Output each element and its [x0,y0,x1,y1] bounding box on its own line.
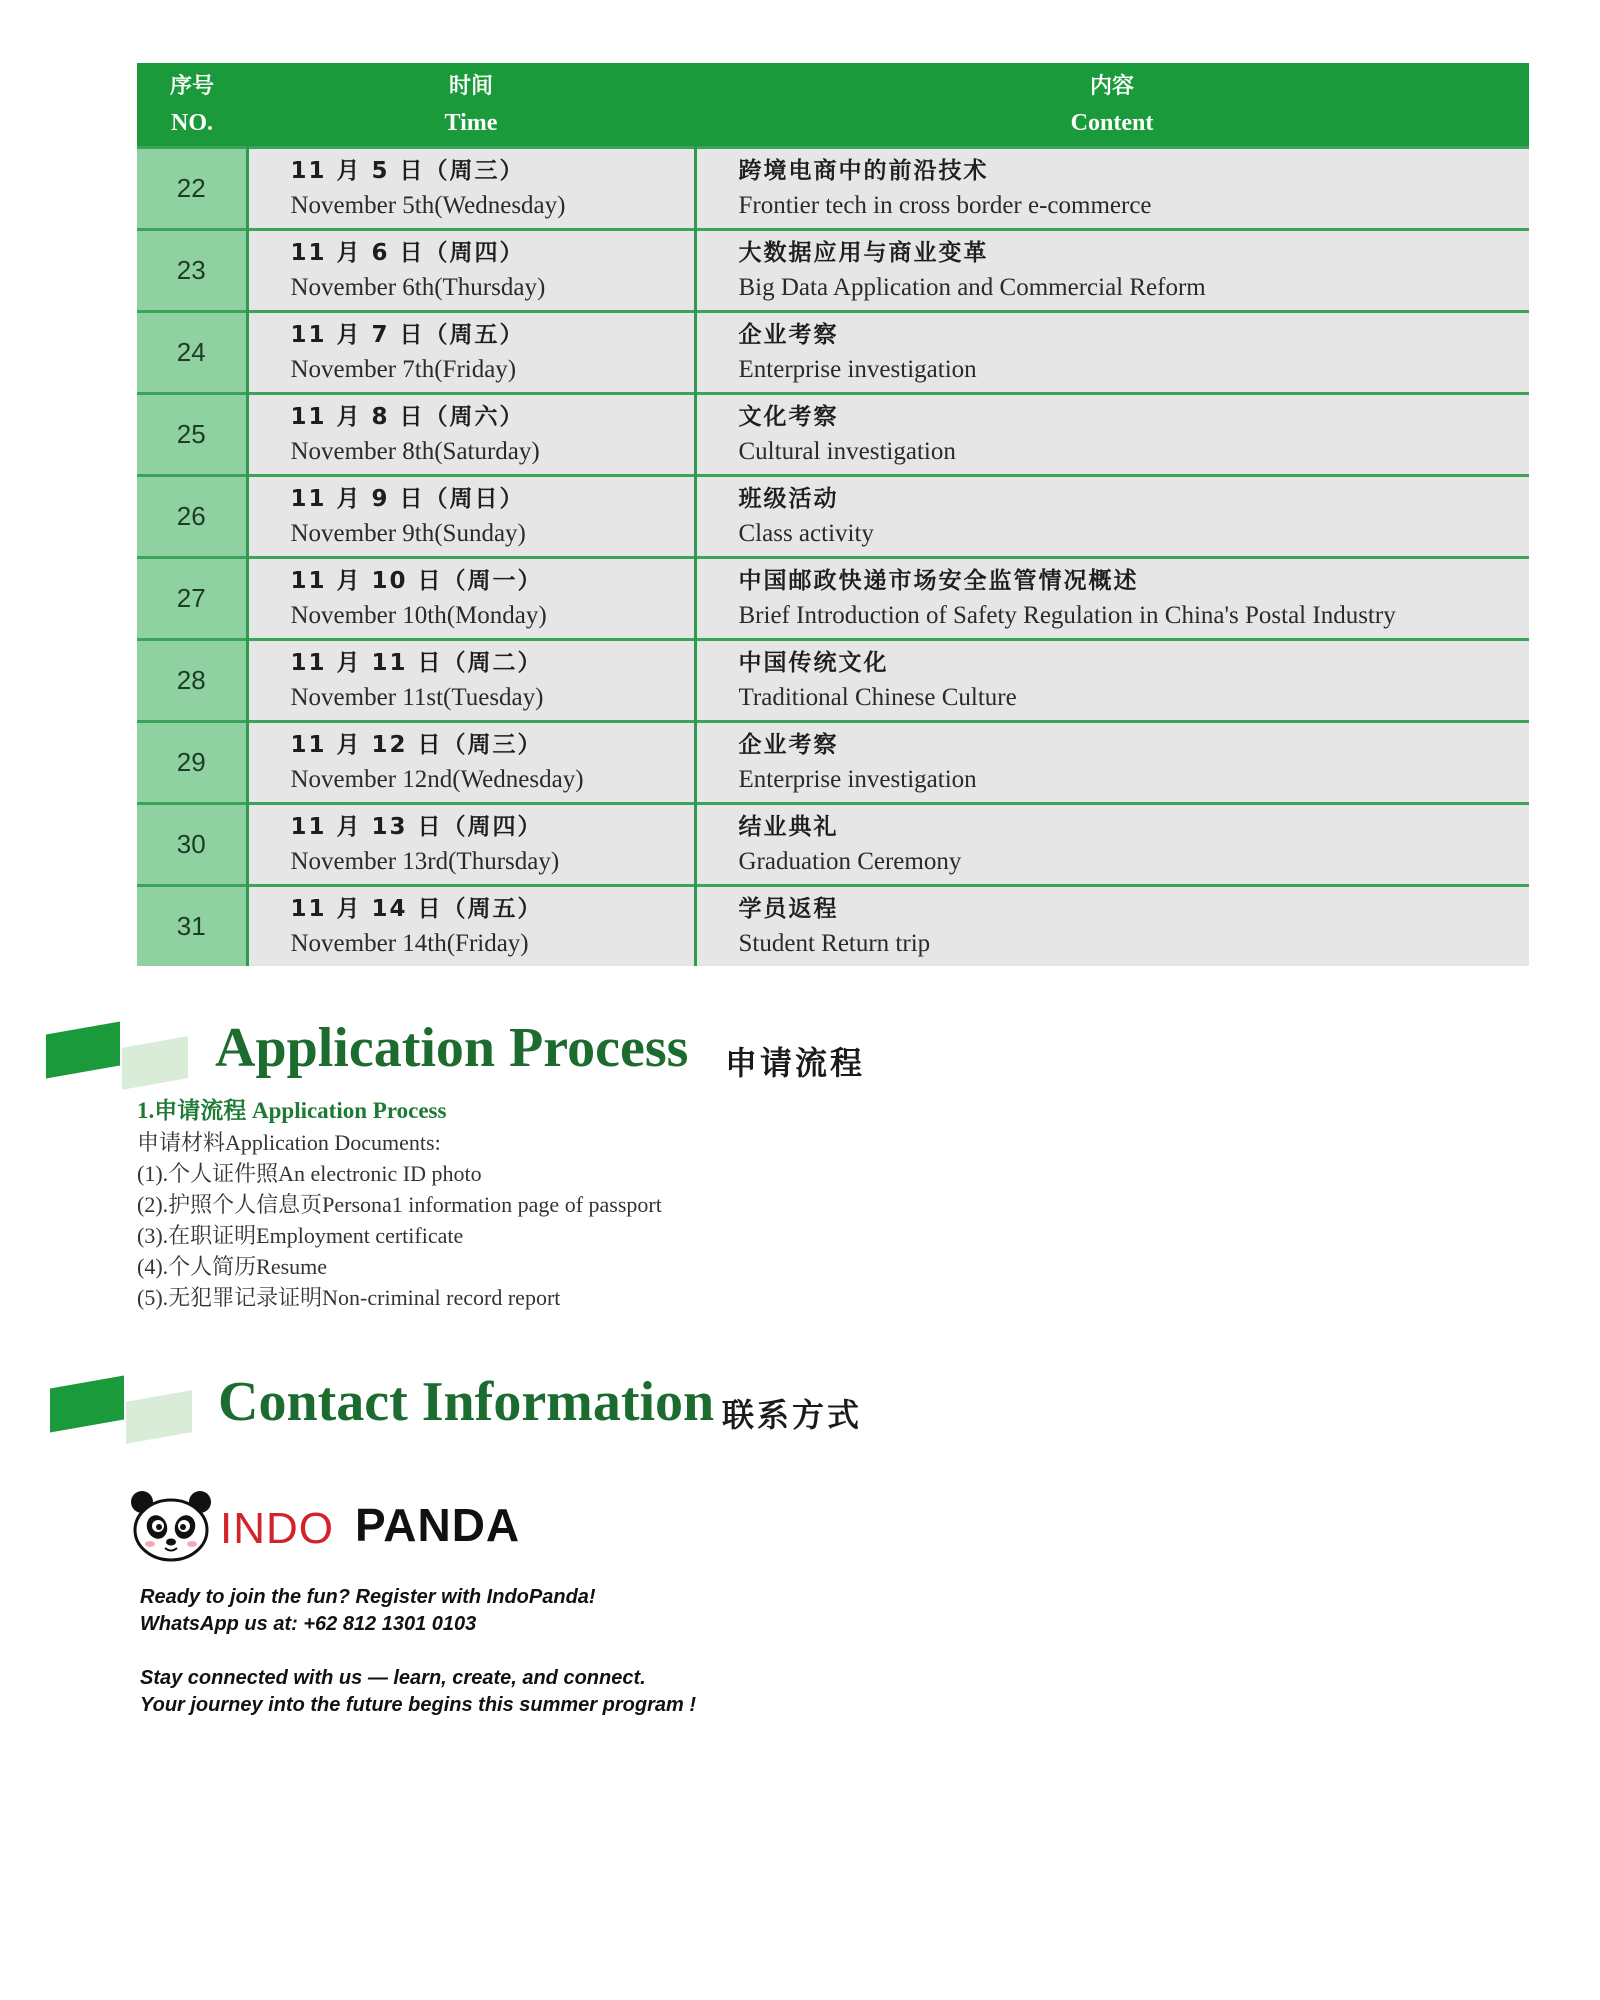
content-zh: 跨境电商中的前沿技术 [738,157,989,184]
row-time [247,230,695,312]
time-en: November 12nd(Wednesday) [290,765,584,793]
ribbon-dark-decoration [46,1021,120,1078]
header-no-en: NO. [171,109,213,136]
application-item: (2).护照个人信息页Persona1 information page of passport [137,1192,662,1217]
content-zh: 学员返程 [738,895,839,922]
time-en: November 9th(Sunday) [290,519,526,547]
row-content [695,640,1529,722]
row-content [695,230,1529,312]
table-row [137,886,1529,967]
row-content [695,394,1529,476]
row-content [695,148,1529,230]
row-time [247,394,695,476]
application-item: 申请材料Application Documents: [137,1130,441,1155]
content-en: Enterprise investigation [738,765,977,793]
contact-line: Your journey into the future begins this summer program ! [140,1694,696,1716]
row-number: 26 [137,476,247,558]
time-zh: 11 月 12 日（周三） [290,731,543,758]
time-en: November 14th(Friday) [290,929,529,957]
content-en: Frontier tech in cross border e-commerce [738,191,1152,219]
content-en: Traditional Chinese Culture [738,683,1017,711]
header-time [247,63,695,148]
row-number: 22 [137,148,247,230]
content-en: Brief Introduction of Safety Regulation in China's Postal Industry [738,601,1396,629]
contact-section-header [0,1368,1000,1448]
ribbon-dark-decoration [50,1375,124,1432]
indopanda-logo [130,1490,530,1562]
header-content-en: Content [1070,109,1154,136]
content-zh: 企业考察 [738,321,839,348]
content-zh: 中国邮政快递市场安全监管情况概述 [738,567,1139,594]
contact-title-zh: 联系方式 [722,1396,863,1434]
row-content [695,558,1529,640]
row-content [695,804,1529,886]
row-time [247,804,695,886]
time-en: November 11st(Tuesday) [290,683,544,711]
application-item: (3).在职证明Employment certificate [137,1223,464,1248]
row-time [247,722,695,804]
row-number: 27 [137,558,247,640]
row-number: 29 [137,722,247,804]
header-content-zh: 内容 [1089,73,1134,99]
table-row [137,722,1529,804]
row-time [247,886,695,967]
schedule-table [137,63,1529,966]
row-number: 30 [137,804,247,886]
application-title-zh: 申请流程 [725,1044,866,1082]
row-time [247,312,695,394]
application-details [137,1095,1037,1313]
header-no [137,63,247,148]
table-row [137,312,1529,394]
contact-line: Ready to join the fun? Register with IndoPanda! [140,1586,596,1608]
time-en: November 10th(Monday) [290,601,547,629]
time-zh: 11 月 7 日（周五） [290,321,525,348]
time-zh: 11 月 6 日（周四） [290,239,525,266]
table-row [137,640,1529,722]
time-zh: 11 月 14 日（周五） [290,895,543,922]
row-time [247,640,695,722]
content-en: Big Data Application and Commercial Reform [738,273,1206,301]
content-en: Graduation Ceremony [738,847,962,875]
time-zh: 11 月 8 日（周六） [290,403,525,430]
row-number: 31 [137,886,247,967]
row-number: 25 [137,394,247,476]
row-content [695,886,1529,967]
header-time-en: Time [444,109,498,136]
contact-title: Contact Information [218,1371,715,1433]
application-item: (5).无犯罪记录证明Non-criminal record report [137,1285,561,1310]
table-row [137,804,1529,886]
table-row [137,230,1529,312]
row-content [695,722,1529,804]
application-item: (4).个人简历Resume [137,1254,328,1279]
table-row [137,476,1529,558]
contact-details [140,1584,1040,1719]
time-en: November 8th(Saturday) [290,437,540,465]
time-zh: 11 月 9 日（周日） [290,485,525,512]
row-number: 28 [137,640,247,722]
content-zh: 结业典礼 [738,813,839,840]
contact-line: Stay connected with us — learn, create, and connect. [140,1667,646,1689]
content-en: Student Return trip [738,929,931,957]
row-number: 23 [137,230,247,312]
panda-icon [130,1490,212,1562]
time-zh: 11 月 10 日（周一） [290,567,543,594]
header-no-zh: 序号 [169,73,214,99]
row-content [695,476,1529,558]
time-en: November 7th(Friday) [290,355,517,383]
application-title: Application Process [215,1017,689,1079]
row-time [247,148,695,230]
time-zh: 11 月 5 日（周三） [290,157,525,184]
ribbon-light-decoration [122,1036,188,1090]
time-zh: 11 月 13 日（周四） [290,813,543,840]
header-time-zh: 时间 [448,73,493,99]
row-time [247,476,695,558]
content-zh: 企业考察 [738,731,839,758]
table-header-row [137,63,1529,148]
header-content [695,63,1529,148]
time-en: November 6th(Thursday) [290,273,546,301]
content-en: Class activity [738,519,874,547]
content-zh: 文化考察 [738,403,839,430]
logo-text-indo: INDO [220,1504,334,1553]
contact-whatsapp: WhatsApp us at: +62 812 1301 0103 [140,1613,477,1635]
content-en: Cultural investigation [738,437,956,465]
row-number: 24 [137,312,247,394]
application-heading: 1.申请流程 Application Process [137,1098,447,1123]
content-en: Enterprise investigation [738,355,977,383]
table-row [137,148,1529,230]
application-section-header [0,1012,1000,1092]
ribbon-light-decoration [126,1390,192,1444]
row-content [695,312,1529,394]
content-zh: 大数据应用与商业变革 [738,239,989,266]
content-zh: 班级活动 [738,485,839,512]
time-zh: 11 月 11 日（周二） [290,649,543,676]
row-time [247,558,695,640]
time-en: November 13rd(Thursday) [290,847,560,875]
logo-text-panda: PANDA [355,1499,521,1551]
table-row [137,394,1529,476]
content-zh: 中国传统文化 [738,649,889,676]
table-row [137,558,1529,640]
application-item: (1).个人证件照An electronic ID photo [137,1161,482,1186]
time-en: November 5th(Wednesday) [290,191,566,219]
